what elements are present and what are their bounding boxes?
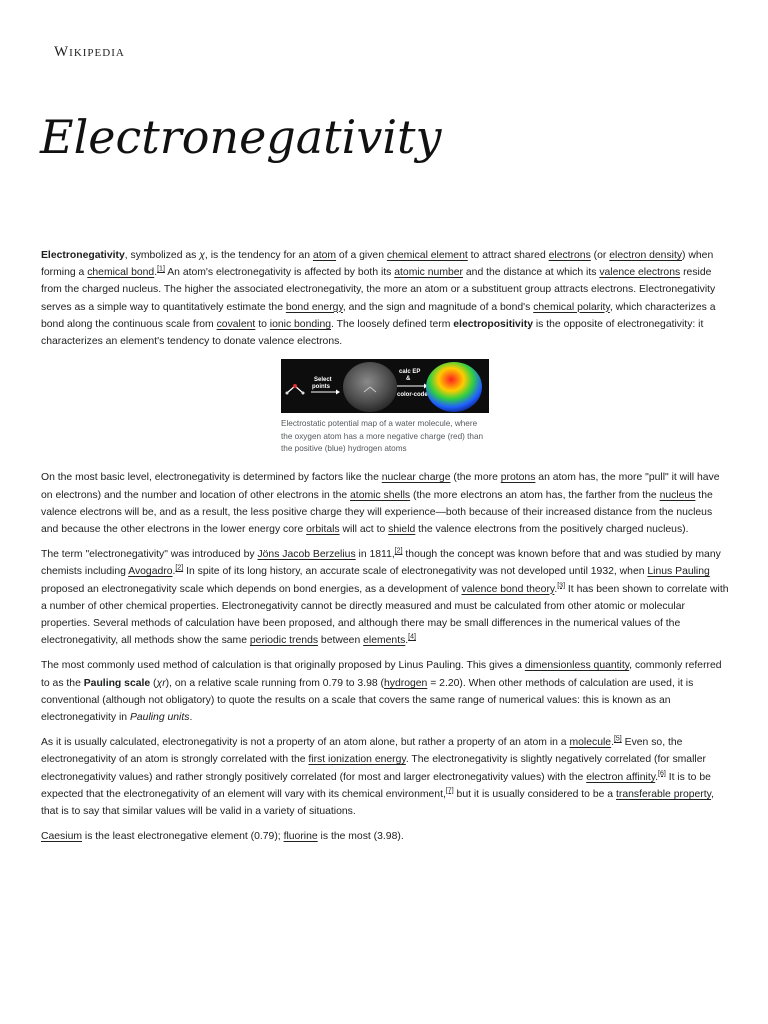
link-berzelius[interactable]: Jöns Jacob Berzelius (257, 549, 356, 561)
label-color-code: color-code (397, 392, 428, 399)
text: . (154, 267, 158, 279)
link-electron-density[interactable]: electron density (609, 250, 683, 261)
text: the valence electrons from the positively charged nucleus). (415, 524, 689, 536)
link-bond-energy[interactable]: bond energy (285, 301, 343, 313)
label-select: Select (314, 377, 332, 384)
reference-6[interactable]: [6] (658, 770, 666, 778)
wikipedia-wordmark[interactable]: Wikipedia (54, 44, 125, 60)
link-chemical-bond[interactable]: chemical bond (87, 267, 155, 279)
text: , and the sign and magnitude of a bond's (342, 301, 534, 313)
text: and the distance at which its (463, 267, 600, 279)
paragraph-intro (41, 247, 729, 350)
text: . (189, 712, 193, 724)
symbol-chi-r: χr (156, 677, 166, 689)
article-body (41, 247, 729, 854)
arrow-2 (397, 384, 428, 389)
link-nucleus[interactable]: nucleus (659, 489, 696, 501)
text: to (255, 318, 270, 330)
link-covalent[interactable]: covalent (216, 318, 256, 330)
arrow-1 (311, 390, 340, 395)
link-fluorine[interactable]: fluorine (283, 831, 318, 843)
text: will act to (339, 524, 389, 536)
text: , which characterizes a bond along the continuous scale from (41, 301, 716, 330)
link-linus-pauling[interactable]: Linus Pauling (647, 566, 710, 578)
text: between (318, 635, 364, 647)
link-transferable-property[interactable]: transferable property (615, 788, 712, 800)
text: ) when forming a (41, 250, 714, 279)
link-atomic-shells[interactable]: atomic shells (350, 489, 411, 501)
link-dimensionless-quantity[interactable]: dimensionless quantity (524, 660, 630, 672)
figure-image[interactable] (281, 359, 489, 413)
term-electropositivity: electropositivity (453, 318, 533, 330)
text: . (611, 737, 614, 749)
label-ampersand: & (406, 376, 411, 383)
link-elements[interactable]: elements (363, 635, 406, 647)
link-molecule[interactable]: molecule (569, 737, 612, 749)
link-valence-bond-theory[interactable]: valence bond theory (461, 583, 555, 595)
text: though the concept was known before that and was studied by many chemists including (41, 549, 721, 578)
link-electron-affinity[interactable]: electron affinity (586, 771, 656, 783)
text: On the most basic level, electronegativity is determined by factors like the (41, 472, 382, 484)
text: (the more electrons an atom has, the farther from the (410, 489, 660, 501)
text: . The loosely defined term (331, 318, 454, 330)
link-shield[interactable]: shield (388, 524, 416, 536)
text: In spite of its long history, an accurate scale of electronegativity was not developed until 1932, when (183, 566, 648, 578)
electrostatic-map-illustration (281, 359, 489, 413)
text: , symbolized as (124, 250, 200, 261)
link-caesium[interactable]: Caesium (41, 831, 82, 843)
link-chemical-element[interactable]: chemical element (386, 250, 468, 261)
text: an atom has, the more "pull" it will have on electrons) and the number and location of other electrons in the (41, 472, 720, 501)
term-electronegativity: Electronegativity (41, 250, 125, 261)
link-first-ionization-energy[interactable]: first ionization energy (308, 754, 406, 766)
text: . The electronegativity is slightly negatively correlated (for smaller electronegativity values) and rather strongly positively correlated (for most and larger electronegativity values) with the (41, 754, 706, 783)
text: An atom's electronegativity is affected by both its (164, 267, 395, 279)
text: reside from the charged nucleus. The higher the associated electronegativity, the more an atom or a substituent group attracts electrons. Electronegativity serves as a simple way to quantitatively estimate the (41, 267, 716, 313)
link-periodic-trends[interactable]: periodic trends (249, 635, 319, 647)
text: = 2.20). When other methods of calculation are used, it is conventional (although not obligatory) to quote the results on a scale that covers the same range of numerical values: this is known as an electronegativity in (41, 677, 694, 724)
reference-1[interactable]: [1] (157, 265, 165, 273)
text: is the most (3.98). (317, 831, 404, 843)
figure-water-molecule (281, 359, 489, 455)
paragraph-pauling-scale (41, 657, 729, 726)
text: . (655, 771, 659, 783)
link-protons[interactable]: protons (500, 472, 536, 484)
reference-7[interactable]: [7] (445, 787, 454, 795)
link-nuclear-charge[interactable]: nuclear charge (381, 472, 451, 484)
text: , commonly referred to as the (41, 660, 722, 689)
text: of a given (336, 250, 387, 261)
link-valence-electrons[interactable]: valence electrons (599, 267, 681, 279)
link-hydrogen[interactable]: hydrogen (384, 677, 428, 689)
text: ( (150, 677, 157, 689)
paragraph-basic-level (41, 469, 729, 538)
reference-2b[interactable]: [2] (175, 564, 184, 572)
text: the valence electrons will be, and as a result, the less positive charge they will experience—both because of their increased distance from the nucleus and because the other electrons in the lower energy core (41, 489, 713, 536)
color-coded-potential-map (426, 362, 482, 412)
text: , is the tendency for an (204, 250, 313, 261)
text: in 1811, (355, 549, 395, 561)
text: Even so, the electronegativity of an atom is strongly correlated with the (41, 737, 683, 766)
text: proposed an electronegativity scale which depends on bond energies, as a development of (41, 583, 462, 595)
text: As it is usually calculated, electronegativity is not a property of an atom alone, but rather a property of an atom in a (41, 737, 570, 749)
term-pauling-units: Pauling units (129, 712, 190, 724)
link-chemical-polarity[interactable]: chemical polarity (533, 301, 610, 313)
text: is the least electronegative element (0.79); (82, 831, 284, 843)
text: but it is usually considered to be a (453, 788, 616, 800)
text: (or (590, 250, 610, 261)
term-pauling-scale: Pauling scale (83, 677, 151, 689)
reference-5[interactable]: [5] (613, 735, 622, 743)
label-calc-ep: calc EP (399, 369, 421, 376)
link-atomic-number[interactable]: atomic number (394, 267, 463, 279)
paragraph-extremes (41, 828, 729, 845)
text: is the opposite of electronegativity: it characterizes an element's tendency to donate valence electrons. (41, 318, 704, 348)
link-orbitals[interactable]: orbitals (306, 524, 340, 536)
text: (the more (450, 472, 501, 484)
text: It has been shown to correlate with a number of other chemical properties. Electronegativity cannot be directly measured and must be calculated from other atomic or molecular properties. Several methods of calculation have been proposed, and although there may be small differences in the numerical values of the electronegativity, all methods show the same (41, 583, 729, 647)
text: to attract shared (467, 250, 549, 261)
link-atom[interactable]: atom (312, 250, 337, 261)
reference-4[interactable]: [4] (408, 633, 416, 641)
text: . (554, 583, 558, 595)
page-title: Electronegativity (40, 110, 442, 164)
label-points: points (312, 384, 330, 391)
text: , that is to say that similar values will be valid in a variety of situations. (41, 788, 714, 818)
text: . (405, 635, 409, 647)
paragraph-history (41, 546, 729, 649)
text: . (172, 566, 176, 578)
link-ionic-bonding[interactable]: ionic bonding (269, 318, 332, 330)
water-molecule-sticks (286, 384, 305, 395)
link-electrons[interactable]: electrons (548, 250, 591, 261)
text: ), on a relative scale running from 0.79 to 3.98 ( (165, 677, 384, 689)
link-avogadro[interactable]: Avogadro (128, 566, 173, 578)
figure-caption: Electrostatic potential map of a water molecule, where the oxygen atom has a more negative charge (red) than the positive (blue) hydrogen atoms (281, 419, 484, 454)
reference-2[interactable]: [2] (394, 547, 403, 555)
reference-3[interactable]: [3] (557, 582, 566, 590)
paragraph-molecule-property (41, 734, 729, 820)
text: The most commonly used method of calculation is that originally proposed by Linus Pauling. This gives a (41, 660, 525, 672)
symbol-chi: χ (199, 250, 205, 261)
text: It is to be expected that the electronegativity of an element will vary with its chemical environment, (41, 771, 711, 800)
text: The term "electronegativity" was introduced by (41, 549, 258, 561)
